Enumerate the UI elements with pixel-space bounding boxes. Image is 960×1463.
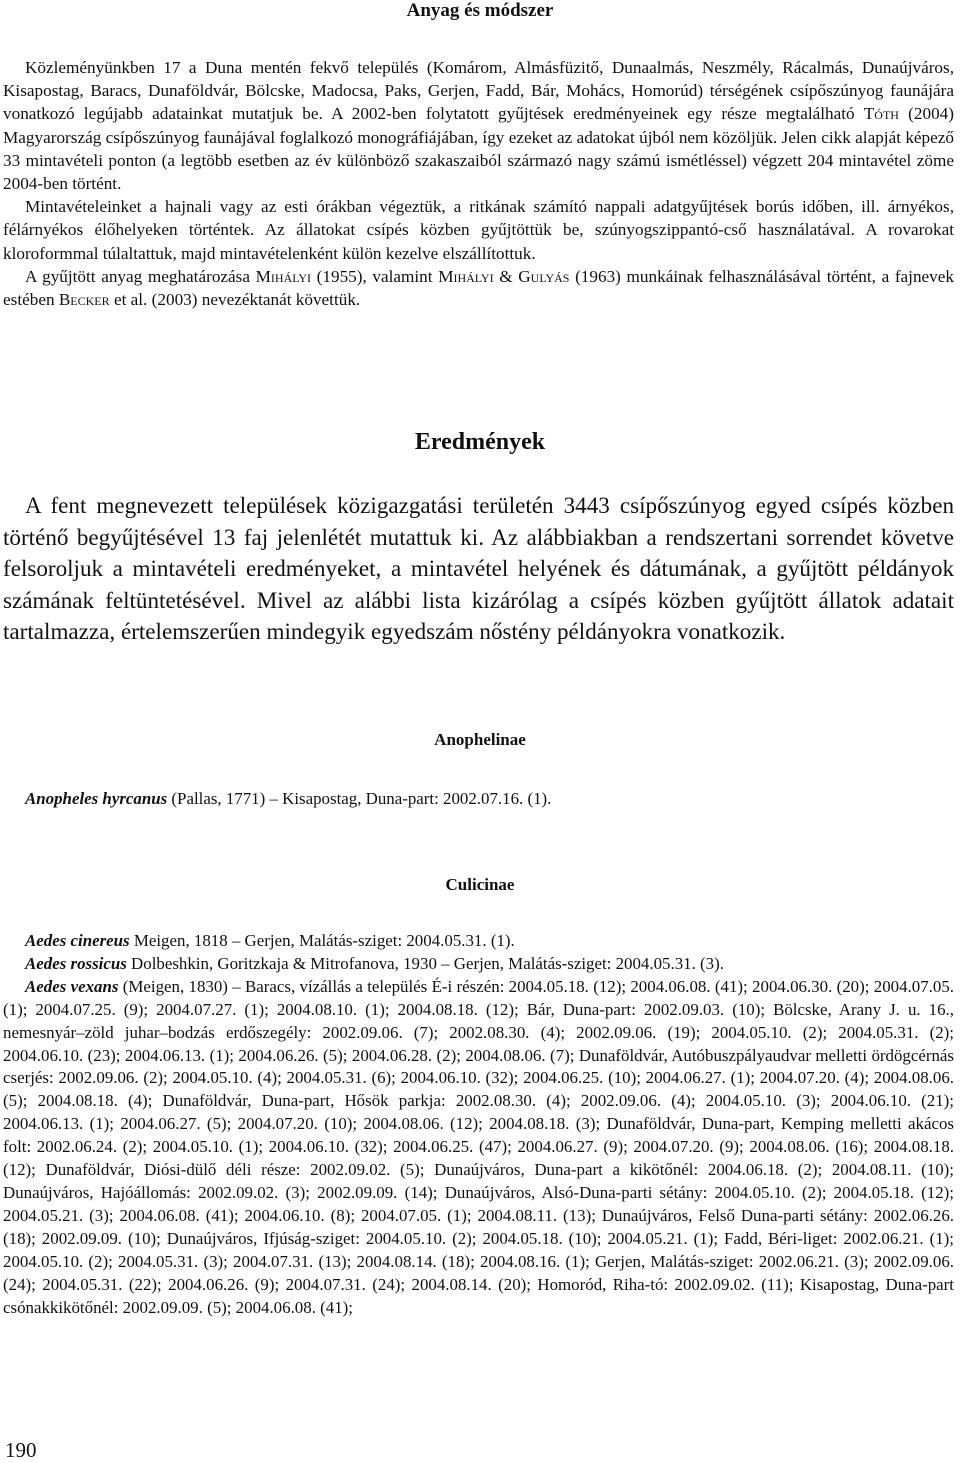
text-run: (1963) munkáinak felhasználásával történt, a fajnevek estében [3, 266, 954, 310]
results-heading: Eredmények [414, 429, 546, 455]
anophelinae-heading: Anophelinae [434, 730, 526, 749]
species-record: Dolbeshkin, Goritzkaja & Mitrofanova, 1930 – Gerjen, Malátás-sziget: 2004.05.31. (3). [126, 953, 724, 973]
species-entry [3, 976, 954, 1320]
anophelinae-list [3, 788, 954, 811]
methods-paragraph-2: Mintavételeinket a hajnali vagy az esti órákban végeztük, a ritkának számító nappali adatgyűjtések borús időben, ill. árnyékos, félárnyékos élőhelyeken történtek. Az állatokat csípés közben gyűjtöttük be, szúnyogszippantó-cső használatával. A rovarokat kloroformmal túlaltattuk, majd mintavételenként külön kezelve elszállítottuk. [3, 197, 954, 263]
culicinae-heading: Culicinae [445, 875, 515, 894]
results-paragraph: A fent megnevezett települések közigazgatási területén 3443 csípőszúnyog egyed csípés közben történő begyűjtésével 13 faj jelenlétét mutattuk ki. Az alábbiakban a rendszertani sorrendet követve felsoroljuk a mintavételi eredményeket, a mintavétel helyének és dátumának, a gyűjtött példányok számának feltüntetésével. Mivel az alábbi lista kizárólag a csípés közben gyűjtött állatok adatait tartalmazza, értelemszerűen mindegyik egyedszám nőstény példányokra vonatkozik. [3, 492, 954, 645]
species-name: Anopheles hyrcanus [25, 789, 168, 808]
species-entry [3, 930, 954, 953]
author-name: Mihályi [255, 266, 312, 286]
species-record: (Pallas, 1771) – Kisapostag, Duna-part: 2002.07.16. (1). [167, 789, 552, 808]
species-entry [3, 788, 954, 811]
culicinae-list [3, 930, 954, 1319]
author-name: Becker [58, 290, 110, 310]
species-name: Aedes cinereus [25, 931, 130, 950]
author-name: Mihályi [438, 266, 494, 286]
species-record: Meigen, 1818 – Gerjen, Malátás-sziget: 2004.05.31. (1). [129, 931, 515, 950]
methods-paragraph-3 [3, 265, 954, 311]
text-run: A gyűjtött anyag meghatározása [25, 266, 256, 286]
text-run: et al. (2003) nevezéktanát követtük. [109, 290, 361, 310]
species-record: (Meigen, 1830) – Baracs, vízállás a település É-i részén: 2004.05.18. (12); 2004.06.08. (41); 2004.06.30. (20); 2004.07.05. (1); 2004.07.25. (9); 2004.07.27. (1); 2004.08.10. (1); 2004.08.18. (12); Bár, Duna-part: 2002.09.03. (10); Bölcske, Arany J. u. 16., nemesnyár–zöld juhar–bodzás erdőszegély: 2002.09.06. (7); 2002.08.30. (4); 2002.09.06. (19); 2004.05.10. (2); 2004.05.31. (2); 2004.06.10. (23); 2004.06.13. (1); 2004.06.26. (5); 2004.06.28. (2); 2004.08.06. (7); Dunaföldvár, Autóbuszpályaudvar melletti ördögcérnás cserjés: 2002.09.06. (2); 2004.05.10. (4); 2004.05.31. (6); 2004.06.10. (32); 2004.06.25. (10); 2004.06.27. (1); 2004.07.20. (4); 2004.08.06. (5); 2004.08.18. (4); Dunaföldvár, Duna-part, Hősök parkja: 2002.08.30. (4); 2002.09.06. (4); 2004.05.10. (3); 2004.06.10. (21); 2004.06.13. (1); 2004.06.27. (5); 2004.07.20. (10); 2004.08.06. (12); 2004.08.18. (3); Dunaföldvár, Duna-part, Kemping melletti akácos folt: 2002.06.24. (2); 2004.05.10. (1); 2004.06.10. (32); 2004.06.25. (47); 2004.06.27. (9); 2004.07.20. (9); 2004.08.06. (16); 2004.08.18. (12); Dunaföldvár, Diósi-dülő déli része: 2002.09.02. (5); Dunaújváros, Duna-part a kikötőnél: 2004.06.18. (2); 2004.08.11. (10); Dunaújváros, Hajóállomás: 2002.09.02. (3); 2002.09.09. (14); Dunaújváros, Alsó-Duna-parti sétány: 2004.05.10. (2); 2004.05.18. (12); 2004.05.21. (3); 2004.06.08. (41); 2004.06.10. (8); 2004.07.05. (1); 2004.08.11. (13); Dunaújváros, Felső Duna-parti sétány: 2002.06.26. (18); 2002.09.09. (10); Dunaújváros, Ifjúság-sziget: 2004.05.10. (2); 2004.05.18. (10); 2004.05.21. (1); Fadd, Béri-liget: 2002.06.21. (1); 2004.05.10. (2); 2004.05.31. (3); 2004.07.31. (13); 2004.08.14. (18); 2004.08.16. (1); Gerjen, Malátás-sziget: 2002.06.21. (3); 2002.09.06. (24); 2004.05.31. (22); 2004.06.26. (9); 2004.07.31. (24); 2004.08.14. (20); Homoród, Riha-tó: 2002.09.02. (11); Kisapostag, Duna-part csónakkikötőnél: 2002.09.09. (5); 2004.06.08. (41); [3, 976, 954, 1317]
species-entry [3, 953, 954, 976]
species-name: Aedes vexans [25, 976, 119, 996]
species-name: Aedes rossicus [25, 953, 127, 973]
author-name: Tóth [863, 104, 899, 124]
methods-text [3, 56, 954, 311]
methods-paragraph-1 [3, 56, 954, 195]
text-run: (2004) Magyarország csípőszúnyog faunájával foglalkozó monográfiájában, így ezeket az adatokat újból nem közöljük. Jelen cikk alapját képező 33 mintavételi ponton (a legtöbb esetben az év különböző szakaszaiból származó nagy számú ismétléssel) végzett 204 mintavétel zöme 2004-ben történt. [3, 104, 954, 194]
text-run: Közleményünkben 17 a Duna mentén fekvő település (Komárom, Almásfüzitő, Dunaalmás, Neszmély, Rácalmás, Dunaújváros, Kisapostag, Baracs, Dunaföldvár, Bölcske, Madocsa, Paks, Gerjen, Fadd, Bár, Mohács, Homorúd) térségének csípőszúnyog faunájára vonatkozó legújabb adatainkat mutatjuk be. A 2002-ben folytatott gyűjtések eredményeinek egy része megtalálható [3, 58, 954, 124]
results-text [3, 490, 954, 648]
author-name: Gulyás [518, 266, 570, 286]
text-run: (1955), valamint [311, 266, 439, 286]
page-number: 190 [5, 1438, 37, 1462]
text-run: & [493, 266, 519, 286]
methods-heading: Anyag és módszer [406, 0, 554, 21]
